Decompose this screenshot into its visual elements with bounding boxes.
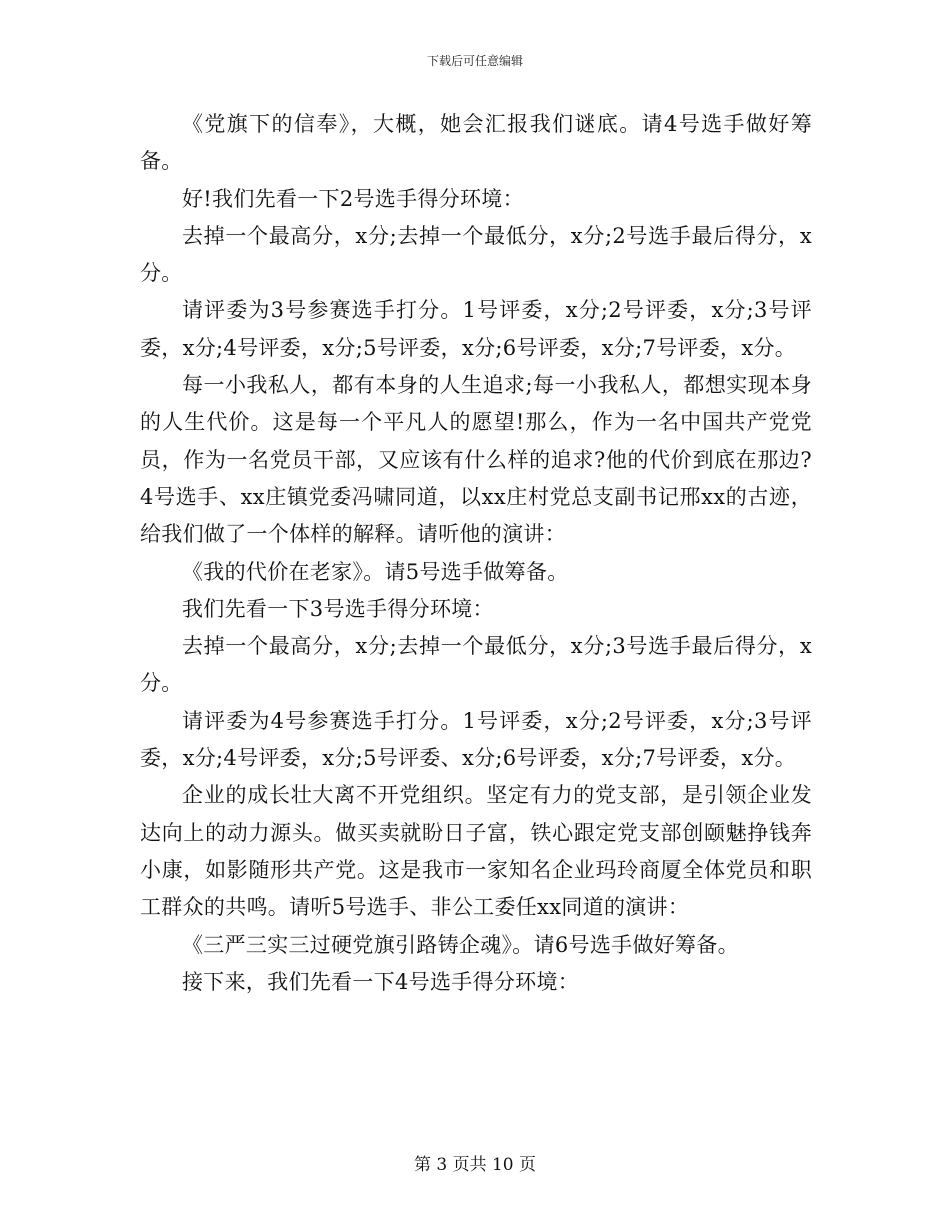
paragraph: 去掉一个最高分，x分;去掉一个最低分，x分;3号选手最后得分，x分。 (140, 634, 812, 696)
paragraph: 接下来，我们先看一下4号选手得分环境： (182, 969, 580, 994)
paragraph: 《党旗下的信奉》，大概，她会汇报我们谜底。请4号选手做好筹备。 (140, 112, 812, 174)
page-header: 下载后可任意编辑 (426, 54, 523, 68)
paragraph: 好!我们先看一下2号选手得分环境： (182, 186, 524, 211)
paragraph: 请评委为3号参赛选手打分。1号评委，x分;2号评委，x分;3号评委，x分;4号评委，x分;5号评委，x分;6号评委，x分;7号评委，x分。 (140, 298, 812, 360)
paragraph: 每一小我私人，都有本身的人生追求;每一小我私人，都想实现本身的人生代价。这是每一个平凡人的愿望!那么，作为一名中国共产党党员，作为一名党员干部，又应该有什么样的追求?他的代价到底在那边?4号选手、xx庄镇党委冯啸同道，以xx庄村党总支副书记邢xx的古迹，给我们做了一个体样的解释。请听他的演讲： (140, 373, 812, 547)
paragraph: 《我的代价在老家》。请5号选手做筹备。 (182, 559, 569, 584)
paragraph: 去掉一个最高分，x分;去掉一个最低分，x分;2号选手最后得分，x分。 (140, 223, 812, 286)
paragraph: 《三严三实三过硬党旗引路铸企魂》。请6号选手做好筹备。 (182, 932, 739, 957)
paragraph: 企业的成长壮大离不开党组织。坚定有力的党支部，是引领企业发达向上的动力源头。做买卖就盼日子富，铁心跟定党支部创颐魅挣钱奔小康，如影随形共产党。这是我市一家知名企业玛玲商厦全体党员和职工群众的共鸣。请听5号选手、非公工委任xx同道的演讲： (140, 783, 812, 920)
paragraph: 我们先看一下3号选手得分环境： (182, 596, 494, 621)
paragraph: 请评委为4号参赛选手打分。1号评委，x分;2号评委，x分;3号评委，x分;4号评委，x分;5号评委、x分;6号评委，x分;7号评委，x分。 (140, 708, 812, 771)
page-footer: 第 3 页共 10 页 (413, 1155, 537, 1175)
document-body (140, 106, 812, 1001)
